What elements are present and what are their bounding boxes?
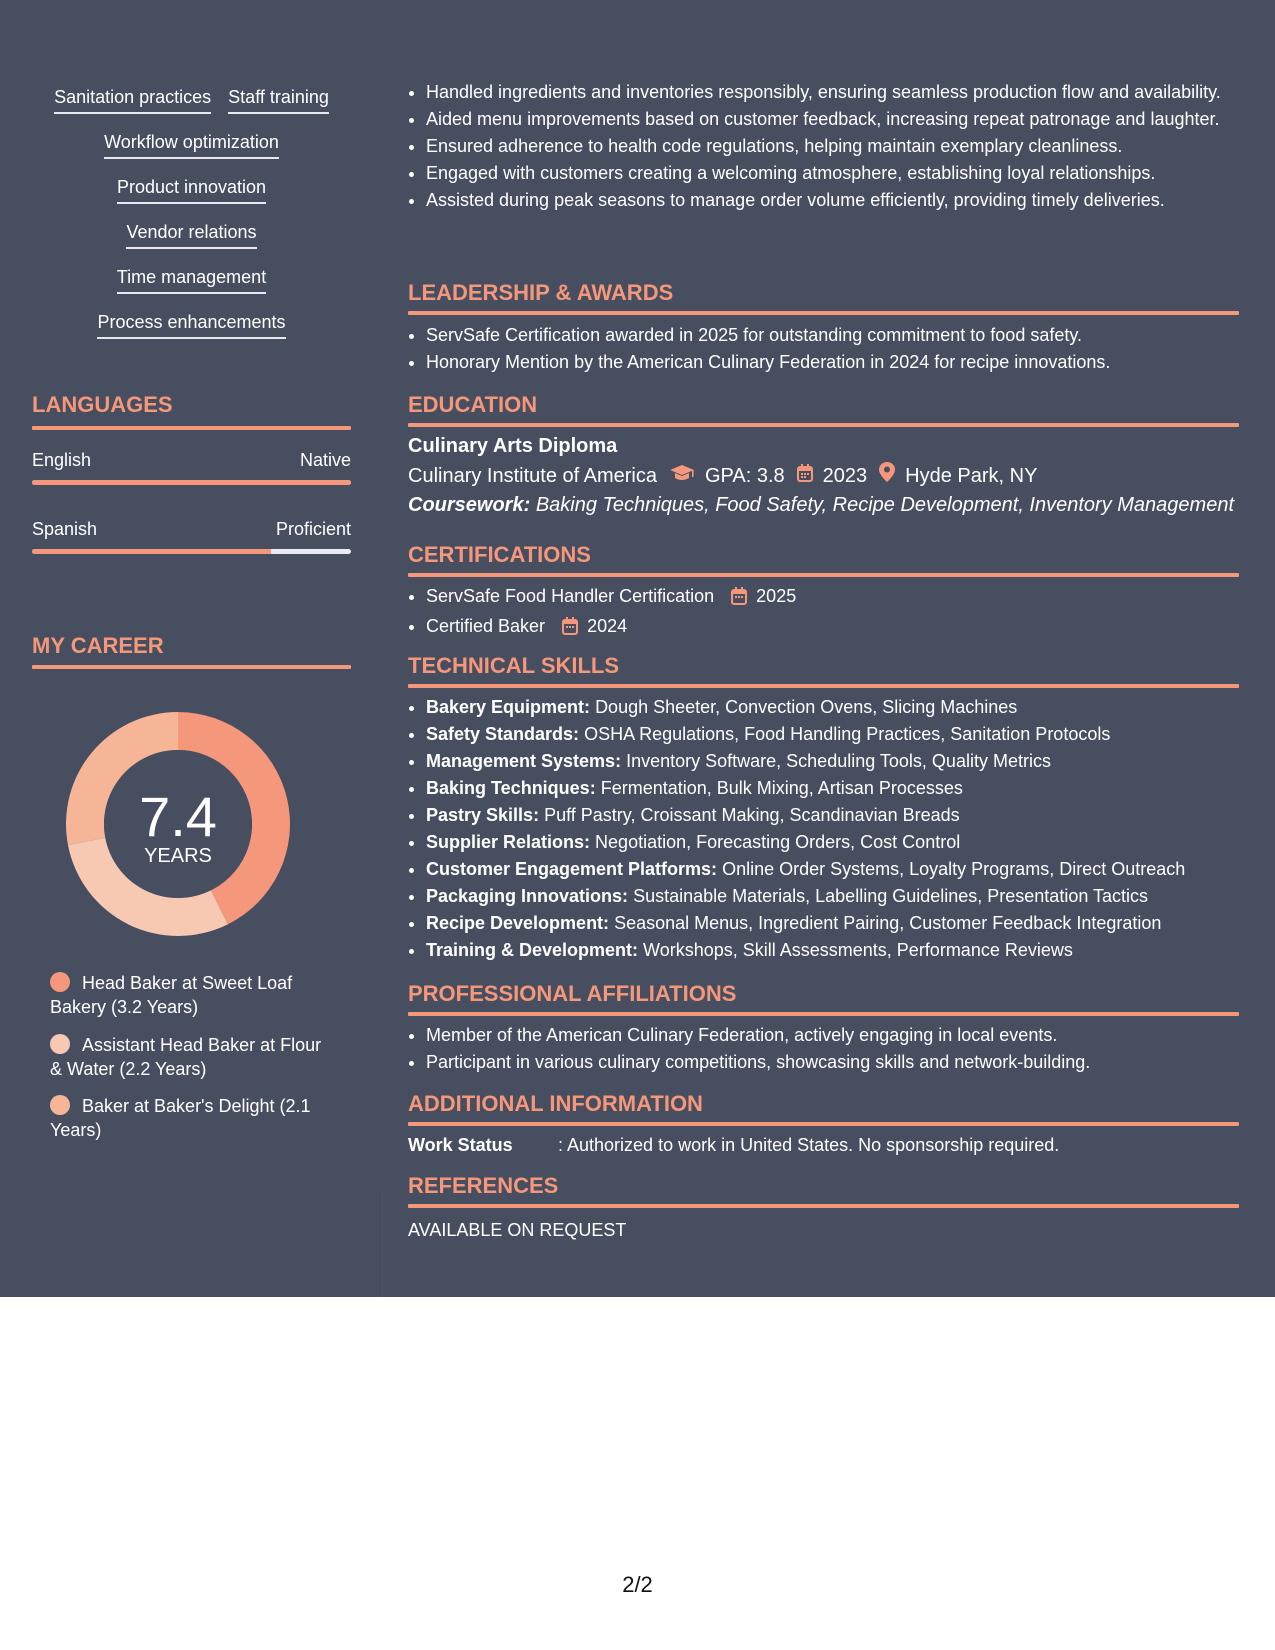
list-item: • Engaged with customers creating a welcoming atmosphere, establishing loyal relationships. xyxy=(426,161,1239,185)
education-details xyxy=(408,462,1239,489)
section-underline xyxy=(408,1204,1239,1208)
graduation-cap-icon xyxy=(669,463,695,489)
coursework-list: Baking Techniques, Food Safety, Recipe Development, Inventory Management xyxy=(535,494,1234,516)
work-status-value: : Authorized to work in United States. No sponsorship required. xyxy=(558,1135,1060,1155)
calendar-icon xyxy=(731,587,747,611)
list-item: • Participant in various culinary competitions, showcasing skills and network-building. xyxy=(426,1050,1239,1074)
skill-label: Baking Techniques: xyxy=(426,778,596,798)
skill-value: Online Order Systems, Loyalty Programs, Direct Outreach xyxy=(722,859,1186,879)
skill-tag: Vendor relations xyxy=(126,221,256,249)
certification-name: ServSafe Food Handler Certification xyxy=(426,586,715,606)
certification-year: 2025 xyxy=(756,586,797,606)
list-item: • Ensured adherence to health code regulations, helping maintain exemplary cleanliness. xyxy=(426,134,1239,158)
career-total-unit: YEARS xyxy=(144,845,212,867)
skill-label: Customer Engagement Platforms: xyxy=(426,859,718,879)
language-level: Proficient xyxy=(275,519,351,539)
coursework-label: Coursework: xyxy=(408,494,531,516)
skill-tag: Staff training xyxy=(228,86,329,114)
skill-label: Management Systems: xyxy=(426,751,622,771)
section-underline xyxy=(408,423,1239,427)
skill-label: Bakery Equipment: xyxy=(426,697,591,717)
list-item xyxy=(426,857,1239,881)
legend-label: Head Baker at Sweet Loaf Bakery (3.2 Years) xyxy=(50,973,293,1017)
career-legend-item xyxy=(50,1033,330,1081)
skill-value: Workshops, Skill Assessments, Performance Reviews xyxy=(643,940,1073,960)
certification-name: Certified Baker xyxy=(426,616,546,636)
language-name: Spanish xyxy=(32,519,98,539)
skill-tags xyxy=(32,86,351,356)
career-legend-item xyxy=(50,1094,330,1142)
section-underline xyxy=(408,1122,1239,1126)
section-underline xyxy=(408,1012,1239,1016)
skill-label: Pastry Skills: xyxy=(426,805,540,825)
career-donut-chart xyxy=(66,712,290,936)
skill-tag: Product innovation xyxy=(117,176,266,204)
legend-dot xyxy=(50,1034,70,1054)
section-underline xyxy=(408,684,1239,688)
skill-value: Dough Sheeter, Convection Ovens, Slicing Machines xyxy=(595,697,1018,717)
language-level: Native xyxy=(299,450,351,470)
list-item xyxy=(426,938,1239,962)
legend-dot xyxy=(50,972,70,992)
section-title: CERTIFICATIONS xyxy=(408,542,591,567)
list-item xyxy=(426,722,1239,746)
language-name: English xyxy=(32,450,92,470)
list-item xyxy=(426,749,1239,773)
skill-label: Recipe Development: xyxy=(426,913,610,933)
language-item xyxy=(32,449,351,485)
legend-label: Baker at Baker's Delight (2.1 Years) xyxy=(50,1096,311,1140)
language-bar-fill xyxy=(32,549,271,554)
degree-title: Culinary Arts Diploma xyxy=(408,435,618,457)
skill-label: Supplier Relations: xyxy=(426,832,591,852)
experience-bullets xyxy=(408,80,1239,215)
coursework xyxy=(408,492,1239,518)
list-item xyxy=(426,614,1239,641)
graduation-year: 2023 xyxy=(822,464,868,487)
career-legend-item xyxy=(50,971,330,1019)
list-item: • Handled ingredients and inventories responsibly, ensuring seamless production flow and availability. xyxy=(426,80,1239,104)
calendar-icon xyxy=(562,617,578,641)
list-item xyxy=(426,776,1239,800)
skill-value: Fermentation, Bulk Mixing, Artisan Processes xyxy=(600,778,963,798)
work-status-label: Work Status xyxy=(408,1135,513,1155)
section-title: ADDITIONAL INFORMATION xyxy=(408,1091,703,1116)
skill-tag: Time management xyxy=(117,266,266,294)
section-underline xyxy=(408,311,1239,315)
section-title: TECHNICAL SKILLS xyxy=(408,653,620,678)
legend-dot xyxy=(50,1095,70,1115)
skill-value: Negotiation, Forecasting Orders, Cost Control xyxy=(595,832,961,852)
skill-value: Inventory Software, Scheduling Tools, Quality Metrics xyxy=(626,751,1051,771)
section-title: PROFESSIONAL AFFILIATIONS xyxy=(408,981,737,1006)
skill-value: Puff Pastry, Croissant Making, Scandinavian Breads xyxy=(544,805,960,825)
section-title: LEADERSHIP & AWARDS xyxy=(408,280,674,305)
language-bar xyxy=(32,549,351,554)
section-title: LANGUAGES xyxy=(32,392,173,417)
location-pin-icon xyxy=(879,462,895,489)
list-item xyxy=(426,911,1239,935)
languages-section xyxy=(32,392,351,430)
certification-year: 2024 xyxy=(587,616,628,636)
work-status-row xyxy=(408,1133,1239,1157)
affiliations-section xyxy=(408,981,1239,1077)
career-section xyxy=(32,633,351,669)
language-bar xyxy=(32,480,351,485)
section-title: MY CAREER xyxy=(32,633,164,658)
certifications-section xyxy=(408,542,1239,644)
section-underline xyxy=(32,426,351,430)
references-section xyxy=(408,1173,1239,1242)
list-item: • Member of the American Culinary Federation, actively engaging in local events. xyxy=(426,1023,1239,1047)
skill-label: Training & Development: xyxy=(426,940,639,960)
calendar-icon xyxy=(797,463,813,489)
list-item xyxy=(426,884,1239,908)
skill-value: Sustainable Materials, Labelling Guidelines, Presentation Tactics xyxy=(633,886,1149,906)
legend-label: Assistant Head Baker at Flour & Water (2.2 Years) xyxy=(50,1035,322,1079)
list-item xyxy=(426,695,1239,719)
skill-label: Packaging Innovations: xyxy=(426,886,629,906)
skill-tag: Workflow optimization xyxy=(104,131,279,159)
language-item xyxy=(32,518,351,554)
technical-skills-section xyxy=(408,653,1239,965)
list-item: • Honorary Mention by the American Culinary Federation in 2024 for recipe innovations. xyxy=(426,350,1239,374)
gpa: GPA: 3.8 xyxy=(705,464,785,487)
skill-value: OSHA Regulations, Food Handling Practices, Sanitation Protocols xyxy=(584,724,1111,744)
skill-tag: Process enhancements xyxy=(97,311,285,339)
school-location: Hyde Park, NY xyxy=(905,464,1038,487)
list-item: • ServSafe Certification awarded in 2025 for outstanding commitment to food safety. xyxy=(426,323,1239,347)
school-name: Culinary Institute of America xyxy=(408,464,657,487)
page-number: 2/2 xyxy=(622,1572,653,1597)
list-item: • Assisted during peak seasons to manage order volume efficiently, providing timely deliveries. xyxy=(426,188,1239,212)
list-item xyxy=(426,584,1239,611)
section-title: REFERENCES xyxy=(408,1173,559,1198)
skill-value: Seasonal Menus, Ingredient Pairing, Customer Feedback Integration xyxy=(614,913,1162,933)
column-divider xyxy=(382,1190,383,1297)
skill-tag: Sanitation practices xyxy=(54,86,211,114)
section-underline xyxy=(408,573,1239,577)
skill-label: Safety Standards: xyxy=(426,724,580,744)
leadership-section xyxy=(408,280,1239,377)
career-total-years: 7.4 xyxy=(139,785,217,848)
language-bar-fill xyxy=(32,480,351,485)
list-item xyxy=(426,803,1239,827)
list-item xyxy=(426,830,1239,854)
section-title: EDUCATION xyxy=(408,392,538,417)
education-section xyxy=(408,392,1239,518)
list-item: • Aided menu improvements based on customer feedback, increasing repeat patronage and laughter. xyxy=(426,107,1239,131)
additional-info-section xyxy=(408,1091,1239,1157)
references-text: AVAILABLE ON REQUEST xyxy=(408,1220,627,1240)
section-underline xyxy=(32,665,351,669)
